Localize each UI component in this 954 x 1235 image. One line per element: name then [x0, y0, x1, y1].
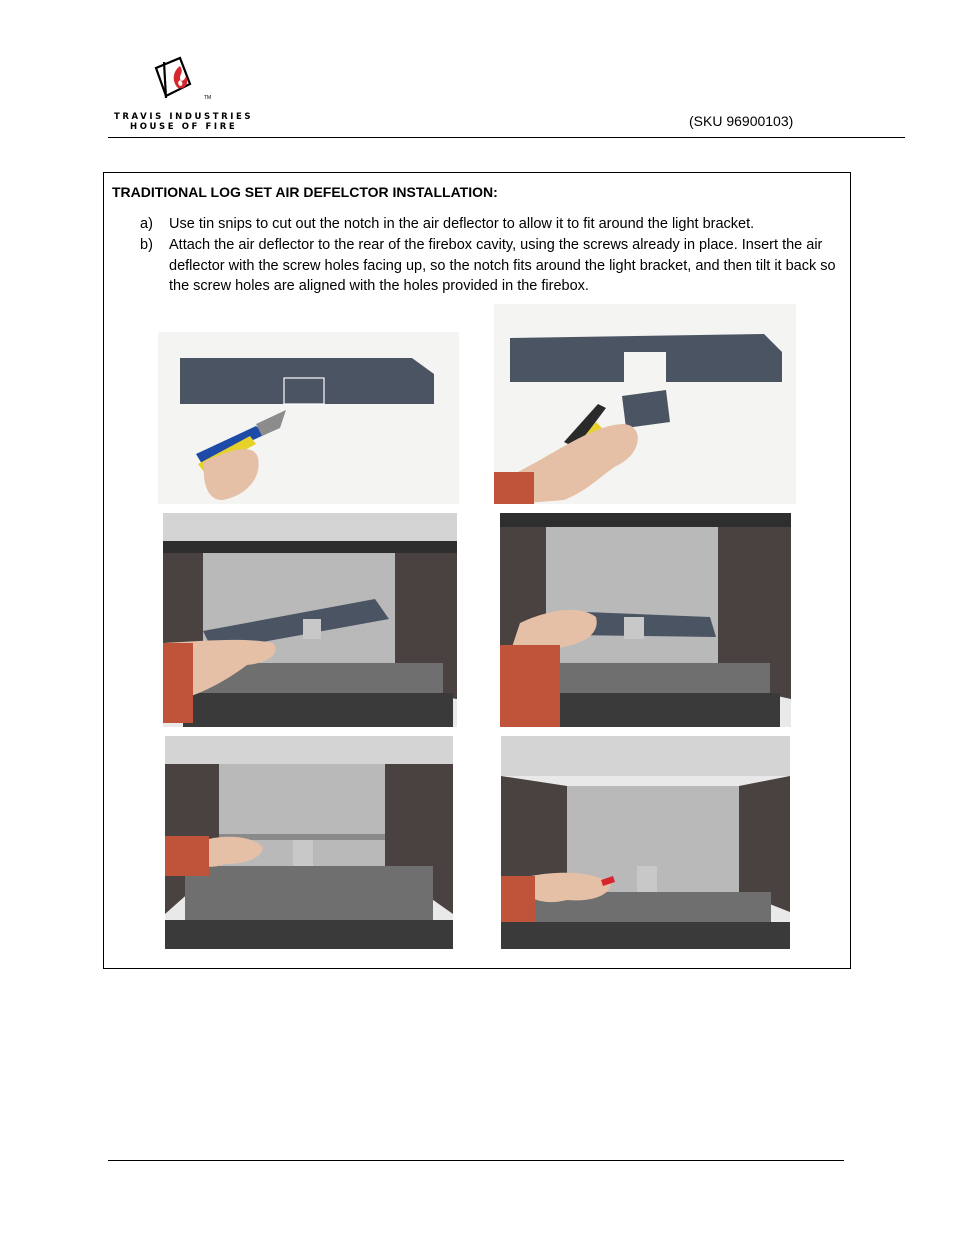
footer-rule [108, 1160, 844, 1161]
logo-line-1: TRAVIS INDUSTRIES [114, 112, 254, 122]
photo-notch-removed [494, 304, 796, 504]
step-marker: a) [140, 216, 153, 232]
header-rule [108, 137, 905, 138]
trademark: TM [204, 95, 212, 101]
step-item [112, 235, 842, 297]
section-heading: TRADITIONAL LOG SET AIR DEFELCTOR INSTALLATION: [112, 184, 498, 200]
photo-install-screws [501, 736, 790, 949]
sku-label: (SKU 96900103) [689, 113, 794, 129]
step-item [112, 214, 842, 235]
logo [108, 54, 254, 134]
photo-cutting-notch [158, 332, 459, 504]
photo-tilt-deflector [500, 513, 791, 727]
flame-logo-icon [150, 54, 208, 104]
step-marker: b) [140, 236, 153, 253]
step-list [112, 214, 842, 297]
step-text: Attach the air deflector to the rear of the firebox cavity, using the screws already in place. Insert the air deflector with the screw holes facing up, so the notch fits around the light bracket, and then tilt it back so the screw holes are aligned with the holes provided in the firebox. [169, 236, 836, 295]
logo-line-2: HOUSE OF FIRE [130, 122, 238, 132]
step-text: Use tin snips to cut out the notch in the air deflector to allow it to fit around the light bracket. [169, 216, 755, 232]
photo-insert-deflector [163, 513, 457, 727]
photo-align-holes [165, 736, 453, 949]
